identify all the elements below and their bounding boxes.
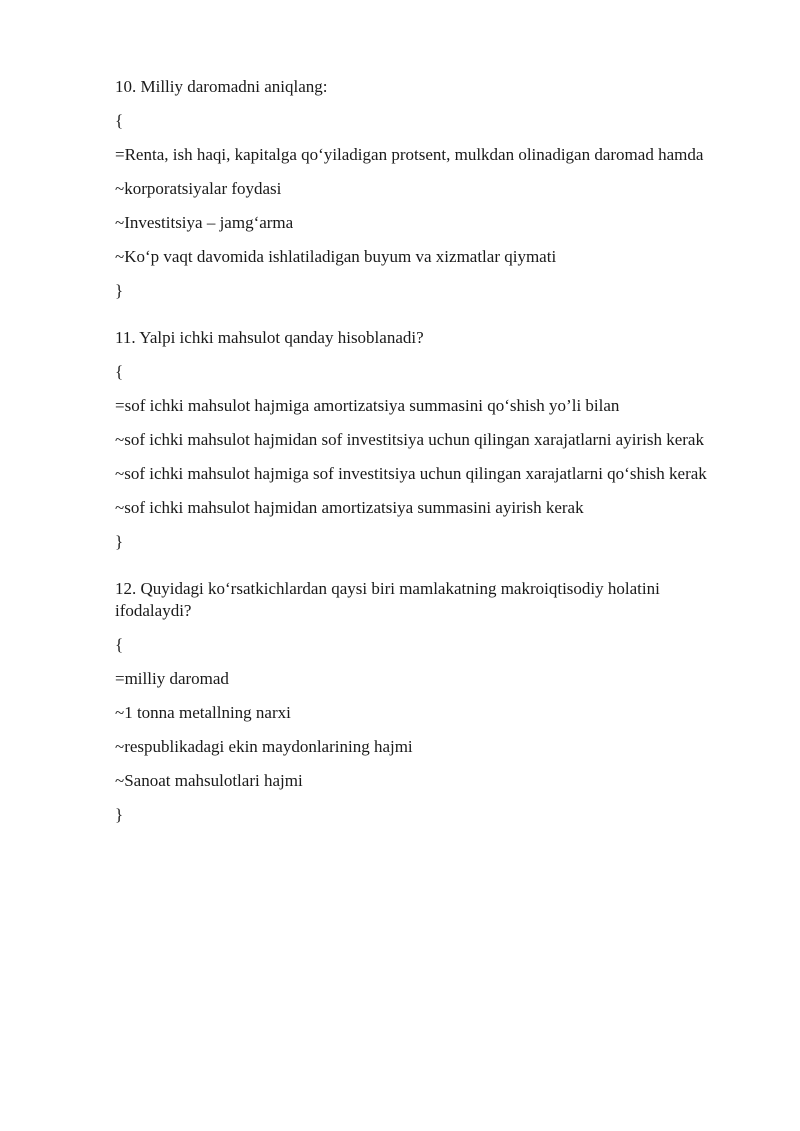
answer-option: ~Sanoat mahsulotlari hajmi xyxy=(115,771,303,790)
question-10 xyxy=(115,76,735,302)
answer-option: ~korporatsiyalar foydasi xyxy=(115,179,282,198)
answer-option: ~respublikadagi ekin maydonlarining hajmi xyxy=(115,737,413,756)
close-brace: } xyxy=(115,281,124,300)
question-title: 12. Quyidagi ko‘rsatkichlardan qaysi biri mamlakatning makroiqtisodiy holatini ifodalaydi? xyxy=(115,579,660,620)
answer-option: ~Investitsiya – jamg‘arma xyxy=(115,213,294,232)
answer-option: ~1 tonna metallning narxi xyxy=(115,703,291,722)
open-brace: { xyxy=(115,111,124,130)
answer-option: =Renta, ish haqi, kapitalga qo‘yiladigan protsent, mulkdan olinadigan daromad hamda xyxy=(115,145,704,164)
open-brace: { xyxy=(115,362,124,381)
question-11 xyxy=(115,327,735,553)
answer-option: =milliy daromad xyxy=(115,669,229,688)
answer-option: ~sof ichki mahsulot hajmidan amortizatsiya summasini ayirish kerak xyxy=(115,498,584,517)
answer-option: =sof ichki mahsulot hajmiga amortizatsiya summasini qo‘shish yo’li bilan xyxy=(115,396,620,415)
document-page xyxy=(115,76,735,838)
question-12 xyxy=(115,578,735,826)
answer-option: ~Ko‘p vaqt davomida ishlatiladigan buyum va xizmatlar qiymati xyxy=(115,247,557,266)
close-brace: } xyxy=(115,532,124,551)
close-brace: } xyxy=(115,805,124,824)
answer-option: ~sof ichki mahsulot hajmiga sof investitsiya uchun qilingan xarajatlarni qo‘shish kerak xyxy=(115,464,707,483)
question-title: 11. Yalpi ichki mahsulot qanday hisoblanadi? xyxy=(115,328,424,347)
open-brace: { xyxy=(115,635,124,654)
answer-option: ~sof ichki mahsulot hajmidan sof investitsiya uchun qilingan xarajatlarni ayirish kerak xyxy=(115,430,704,449)
question-title: 10. Milliy daromadni aniqlang: xyxy=(115,77,328,96)
